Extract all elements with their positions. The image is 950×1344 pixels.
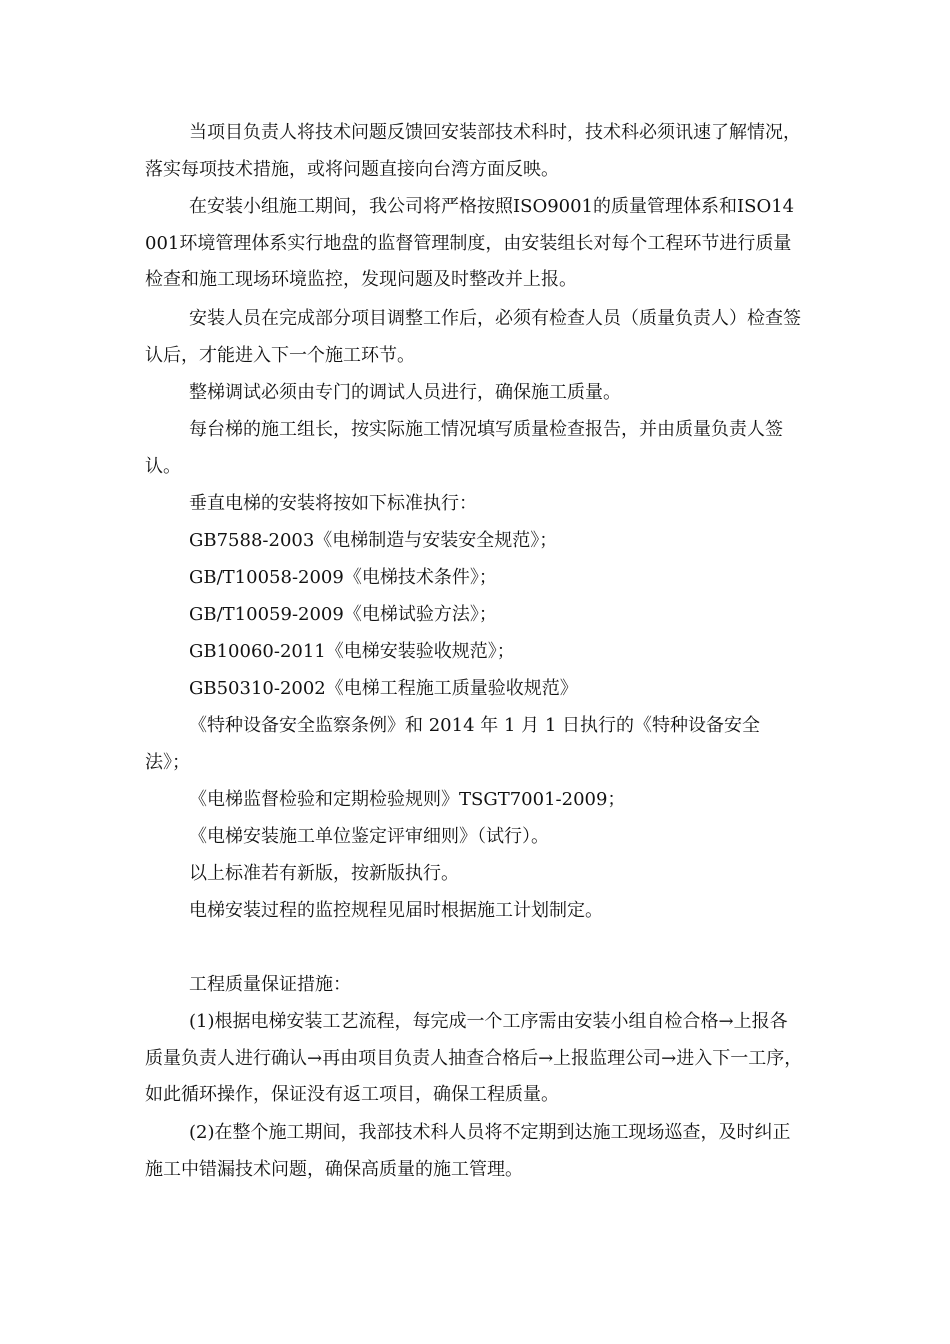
standard-item: GB10060-2011《电梯安装验收规范》； <box>189 641 515 662</box>
section-heading: 工程质量保证措施： <box>189 974 351 995</box>
paragraph-inspection: 安装人员在完成部分项目调整工作后，必须有检查人员（质量负责人）检查签认后，才能进入下一个施工环节。 <box>145 308 801 366</box>
paragraph-feedback: 当项目负责人将技术问题反馈回安装部技术科时，技术科必须讯速了解情况，落实每项技术措施，或将问题直接向台湾方面反映。 <box>145 122 801 180</box>
standard-item: GB/T10059-2009《电梯试验方法》； <box>189 604 497 625</box>
paragraph-new-version: 以上标准若有新版，按新版执行。 <box>189 863 459 884</box>
paragraph-report: 每台梯的施工组长，按实际施工情况填写质量检查报告，并由质量负责人签认。 <box>145 419 783 477</box>
paragraph-quality-system: 在安装小组施工期间，我公司将严格按照ISO9001的质量管理体系和ISO14001环境管理体系实行地盘的监督管理制度，由安装组长对每个工程环节进行质量检查和施工现场环境监控，发现问题及时整改并上报。 <box>145 196 795 290</box>
standard-item: 《电梯监督检验和定期检验规则》TSGT7001-2009； <box>189 789 626 810</box>
paragraph-monitoring: 电梯安装过程的监控规程见届时根据施工计划制定。 <box>189 900 603 921</box>
standard-item: GB7588-2003《电梯制造与安装安全规范》； <box>189 530 558 551</box>
standard-item: 《电梯安装施工单位鉴定评审细则》（试行）。 <box>189 826 549 847</box>
paragraph-measure-2: (2)在整个施工期间，我部技术科人员将不定期到达施工现场巡查，及时纠正施工中错漏技术问题，确保高质量的施工管理。 <box>145 1122 791 1180</box>
paragraph-debugging: 整梯调试必须由专门的调试人员进行，确保施工质量。 <box>189 382 621 403</box>
standard-item: GB/T10058-2009《电梯技术条件》； <box>189 567 497 588</box>
standard-item: 《特种设备安全监察条例》和 2014 年 1 月 1 日执行的《特种设备安全法》； <box>145 715 761 773</box>
standard-item: GB50310-2002《电梯工程施工质量验收规范》 <box>189 678 578 699</box>
paragraph-measure-1: (1)根据电梯安装工艺流程，每完成一个工序需由安装小组自检合格→上报各质量负责人进行确认→再由项目负责人抽查合格后→上报监理公司→进入下一工序，如此循环操作，保证没有返工项目，确保工程质量。 <box>145 1011 803 1105</box>
paragraph-standards-intro: 垂直电梯的安装将按如下标准执行： <box>189 493 477 514</box>
